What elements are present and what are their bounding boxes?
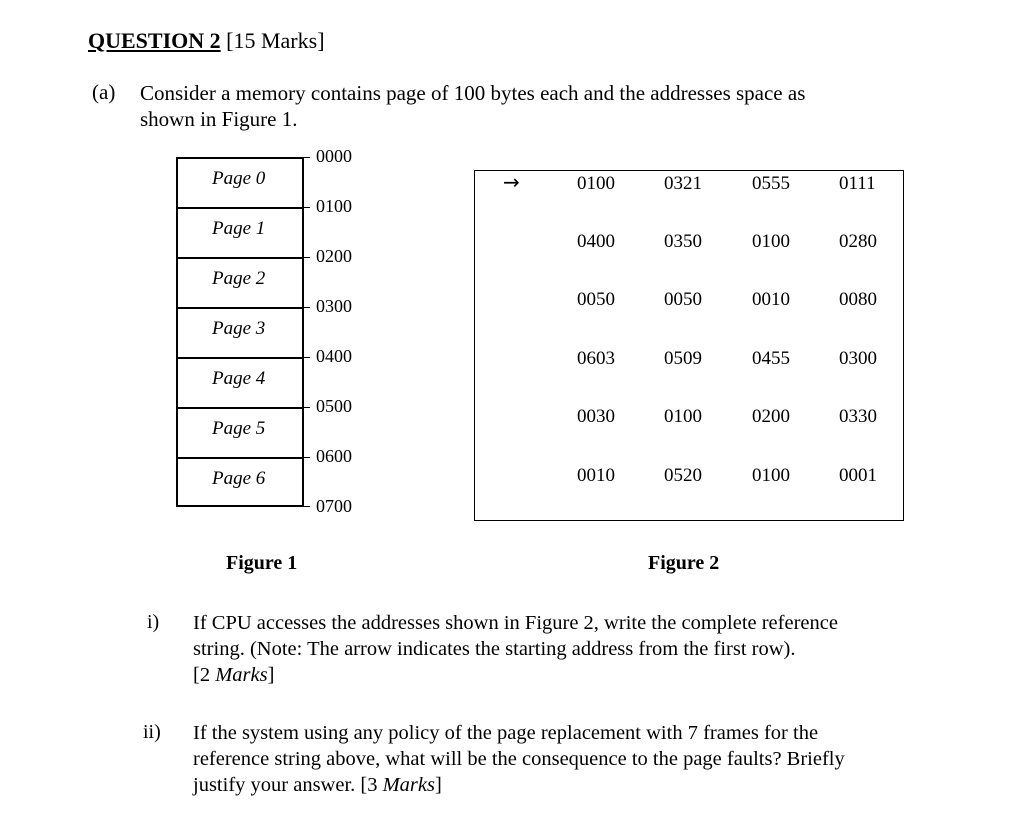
address-tick-2 xyxy=(302,257,310,258)
figure2-cell: 0509 xyxy=(664,348,702,369)
question-ii-label: ii) xyxy=(143,721,161,743)
figure2-cell: 0321 xyxy=(664,173,702,194)
address-tick-0 xyxy=(302,157,310,158)
figure2-cell: 0050 xyxy=(664,289,702,310)
figure2-cell: 0111 xyxy=(839,173,876,194)
figure2-cell: 0001 xyxy=(839,465,877,486)
figure2-cell: 0555 xyxy=(752,173,790,194)
question-label: QUESTION 2 xyxy=(88,28,221,53)
figure2-cell: 0100 xyxy=(752,465,790,486)
question-i-marks-close: ] xyxy=(267,664,275,686)
question-ii-marks-close: ] xyxy=(435,774,442,796)
figure2-cell: 0520 xyxy=(664,465,702,486)
page-label-1: Page 1 xyxy=(212,218,266,239)
page-label-0: Page 0 xyxy=(212,168,266,189)
figure1-page-table xyxy=(176,157,304,507)
figure2-cell: 0080 xyxy=(839,289,877,310)
figure2-cell: 0455 xyxy=(752,348,790,369)
address-tick-3 xyxy=(302,307,310,308)
part-a-line1: Consider a memory contains page of 100 bytes each and the addresses space as xyxy=(140,81,806,105)
question-i-line2: string. (Note: The arrow indicates the starting address from the first row). xyxy=(193,638,796,660)
question-i-label: i) xyxy=(147,611,160,633)
address-label-3: 0300 xyxy=(316,296,352,316)
figure2-cell: 0280 xyxy=(839,231,877,252)
page-cell-5 xyxy=(178,409,302,459)
figure2-cell: 0100 xyxy=(752,231,790,252)
figure2-cell: 0200 xyxy=(752,406,790,427)
figure2-cell: 0400 xyxy=(577,231,615,252)
question-ii-marks-word: Marks xyxy=(382,774,435,796)
figure2-cell: 0100 xyxy=(577,173,615,194)
figure2-cell: 0010 xyxy=(752,289,790,310)
question-ii-line3-start: justify your answer. [3 xyxy=(193,774,383,796)
question-i-text xyxy=(193,610,943,688)
address-label-2: 0200 xyxy=(316,246,352,266)
page-label-4: Page 4 xyxy=(212,368,266,389)
page-cell-0 xyxy=(178,159,302,209)
address-label-6: 0600 xyxy=(316,446,352,466)
page-label-2: Page 2 xyxy=(212,268,266,289)
address-tick-4 xyxy=(302,357,310,358)
page-label-3: Page 3 xyxy=(212,318,266,339)
start-arrow-icon: → xyxy=(503,170,520,194)
question-ii-line2: reference string above, what will be the consequence to the page faults? Briefly xyxy=(193,748,845,770)
question-marks: [15 Marks] xyxy=(220,28,325,53)
figure2-cell: 0050 xyxy=(577,289,615,310)
question-ii-line1: If the system using any policy of the page replacement with 7 frames for the xyxy=(193,722,819,744)
page-cell-6 xyxy=(178,459,302,505)
figure2-cell: 0300 xyxy=(839,348,877,369)
part-a-text xyxy=(140,80,900,132)
address-label-5: 0500 xyxy=(316,396,352,416)
page-cell-1 xyxy=(178,209,302,259)
part-a-label: (a) xyxy=(92,80,116,104)
figure1-caption: Figure 1 xyxy=(226,552,298,574)
figure2-cell: 0330 xyxy=(839,406,877,427)
figure2-cell: 0603 xyxy=(577,348,615,369)
question-i-marks-open: [2 xyxy=(193,664,216,686)
page-cell-4 xyxy=(178,359,302,409)
figure2-cell: 0010 xyxy=(577,465,615,486)
figure2-cell: 0350 xyxy=(664,231,702,252)
address-tick-7 xyxy=(302,506,310,507)
figure2-caption: Figure 2 xyxy=(648,552,720,574)
page-cell-3 xyxy=(178,309,302,359)
figure2-cell: 0100 xyxy=(664,406,702,427)
question-ii-text xyxy=(193,720,943,798)
address-label-0: 0000 xyxy=(316,146,352,166)
question-title xyxy=(88,28,325,54)
page-cell-2 xyxy=(178,259,302,309)
address-tick-6 xyxy=(302,457,310,458)
part-a-line2: shown in Figure 1. xyxy=(140,107,298,131)
address-tick-5 xyxy=(302,407,310,408)
address-label-4: 0400 xyxy=(316,346,352,366)
question-ii-line3 xyxy=(193,772,943,798)
address-label-1: 0100 xyxy=(316,196,352,216)
question-i-marks-word: Marks xyxy=(215,664,268,686)
address-label-7: 0700 xyxy=(316,496,352,516)
question-i-line1: If CPU accesses the addresses shown in Figure 2, write the complete reference xyxy=(193,612,838,634)
page-label-6: Page 6 xyxy=(212,468,266,489)
figure2-cell: 0030 xyxy=(577,406,615,427)
page-label-5: Page 5 xyxy=(212,418,266,439)
address-tick-1 xyxy=(302,207,310,208)
question-i-marks xyxy=(193,662,943,688)
